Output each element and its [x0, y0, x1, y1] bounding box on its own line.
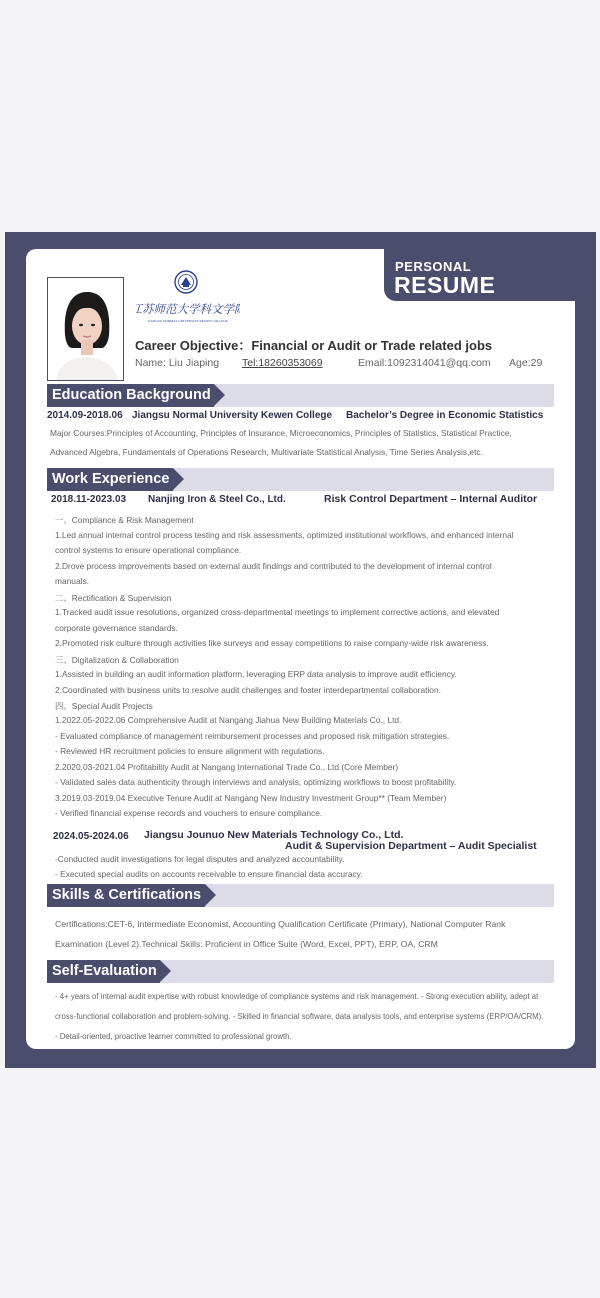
- job1-line: 二、Rectification & Supervision: [55, 593, 172, 603]
- job1-line: 1.2022.05-2022.06 Comprehensive Audit at Nangang Jiahua New Building Materials Co., Ltd.: [55, 715, 402, 725]
- contact-email: Email:1092314041@qq.com: [358, 357, 491, 369]
- self-eval-text: - 4+ years of internal audit expertise with robust knowledge of compliance systems and risk management. - Strong execution ability, adept at cross-functional collaboration and problem-solving. - Skilled in financial software, data analysis tools, and enterprise systems (ERP/OA/CRM). - Detail-oriented, proactive learner committed to professional growth.: [55, 992, 544, 1041]
- career-objective: Career Objective：Financial or Audit or Trade related jobs: [135, 338, 493, 353]
- job1-line: - Evaluated compliance of management reimbursement processes and proposed risk mitigation strategies.: [55, 731, 450, 741]
- skills-heading: Skills & Certifications: [47, 884, 205, 907]
- job2-period: 2024.05-2024.06: [53, 831, 129, 842]
- job2-line: - Executed special audits on accounts receivable to ensure financial data accuracy.: [55, 869, 363, 879]
- job1-line: 3.2019.03-2019.04 Executive Tenure Audit at Nangang New Industry Investment Group** (Team Member): [55, 793, 447, 803]
- job1-line: 2.Coordinated with business units to resolve audit challenges and foster interdepartmental collaboration.: [55, 685, 441, 695]
- job2-role: Audit & Supervision Department – Audit Specialist: [285, 840, 537, 852]
- job1-line: 1.Assisted in building an audit information platform, leveraging ERP data analysis to improve audit efficiency.: [55, 669, 457, 679]
- job1-line: 2.Drove process improvements based on external audit findings and contributed to the development of internal control: [55, 561, 492, 571]
- job1-line: control systems to ensure operational compliance.: [55, 545, 242, 555]
- self-eval-heading: Self-Evaluation: [47, 960, 160, 983]
- job1-period: 2018.11-2023.03: [51, 494, 127, 505]
- job1-line: corporate governance standards.: [55, 623, 178, 633]
- work-heading: Work Experience: [47, 468, 173, 491]
- contact-tel[interactable]: Tel:18260353069: [242, 357, 323, 369]
- title-resume: RESUME: [394, 272, 496, 298]
- job1-line: - Reviewed HR recruitment policies to ensure alignment with regulations.: [55, 746, 325, 756]
- education-period: 2014.09-2018.06: [47, 410, 123, 421]
- title-personal: PERSONAL: [395, 259, 472, 274]
- education-courses-1: Major Courses:Principles of Accounting, Principles of Insurance, Microeconomics, Principles of Statistics, Statistical Practice,: [50, 428, 512, 438]
- job1-line: 1.Led annual internal control process testing and risk assessments, optimized institutional workflows, and enhanced internal: [55, 530, 514, 540]
- job1-line: 四、Special Audit Projects: [55, 701, 153, 711]
- education-degree: Bachelor’s Degree in Economic Statistics: [346, 410, 544, 421]
- job1-line: - Verified financial expense records and vouchers to ensure compliance.: [55, 808, 323, 818]
- school-logo-en: JIANGSU NORMAL UNIVERSITY KEWEN COLLEGE: [148, 319, 228, 323]
- job1-line: 1.Tracked audit issue resolutions, organized cross-departmental meetings to implement corrective actions, and elevated: [55, 607, 500, 617]
- job1-company: Nanjing Iron & Steel Co., Ltd.: [148, 494, 286, 505]
- job1-line: manuals.: [55, 576, 89, 586]
- job1-line: 三、Digitalization & Collaboration: [55, 655, 179, 665]
- school-logo: [136, 266, 240, 326]
- education-courses-2: Advanced Algebra, Fundamentals of Operations Research, Multivariate Statistical Analysis, Time Series Analysis,etc.: [50, 447, 483, 457]
- job1-line: 2.2020.03-2021.04 Profitability Audit at Nangang International Trade Co., Ltd.(Core Member): [55, 762, 399, 772]
- profile-photo: [47, 277, 124, 381]
- school-logo-cn: 江苏师范大学科文学院: [136, 302, 240, 316]
- job1-role: Risk Control Department – Internal Auditor: [324, 493, 538, 505]
- skills-text: Certifications:CET-6, Intermediate Economist, Accounting Qualification Certificate (Primary), National Computer Rank Examination (Level 2).Technical Skills: Proficient in Office Suite (Word, Excel, PPT), ERP, OA, CRM: [55, 919, 506, 949]
- education-school: Jiangsu Normal University Kewen College: [132, 410, 333, 421]
- job2-line: -Conducted audit investigations for legal disputes and analyzed accountability.: [55, 854, 345, 864]
- job2-company: Jiangsu Jounuo New Materials Technology Co., Ltd.: [144, 829, 404, 841]
- job1-line: 一、Compliance & Risk Management: [55, 515, 194, 525]
- education-heading: Education Background: [47, 384, 214, 407]
- job1-line: 2.Promoted risk culture through activities like surveys and essay competitions to raise company-wide risk awareness.: [55, 638, 489, 648]
- contact-name: Name: Liu Jiaping: [135, 357, 220, 369]
- contact-age: Age:29: [509, 357, 543, 369]
- job1-line: - Validated sales data authenticity through interviews and analysis, optimizing workflows to boost profitability.: [55, 777, 457, 787]
